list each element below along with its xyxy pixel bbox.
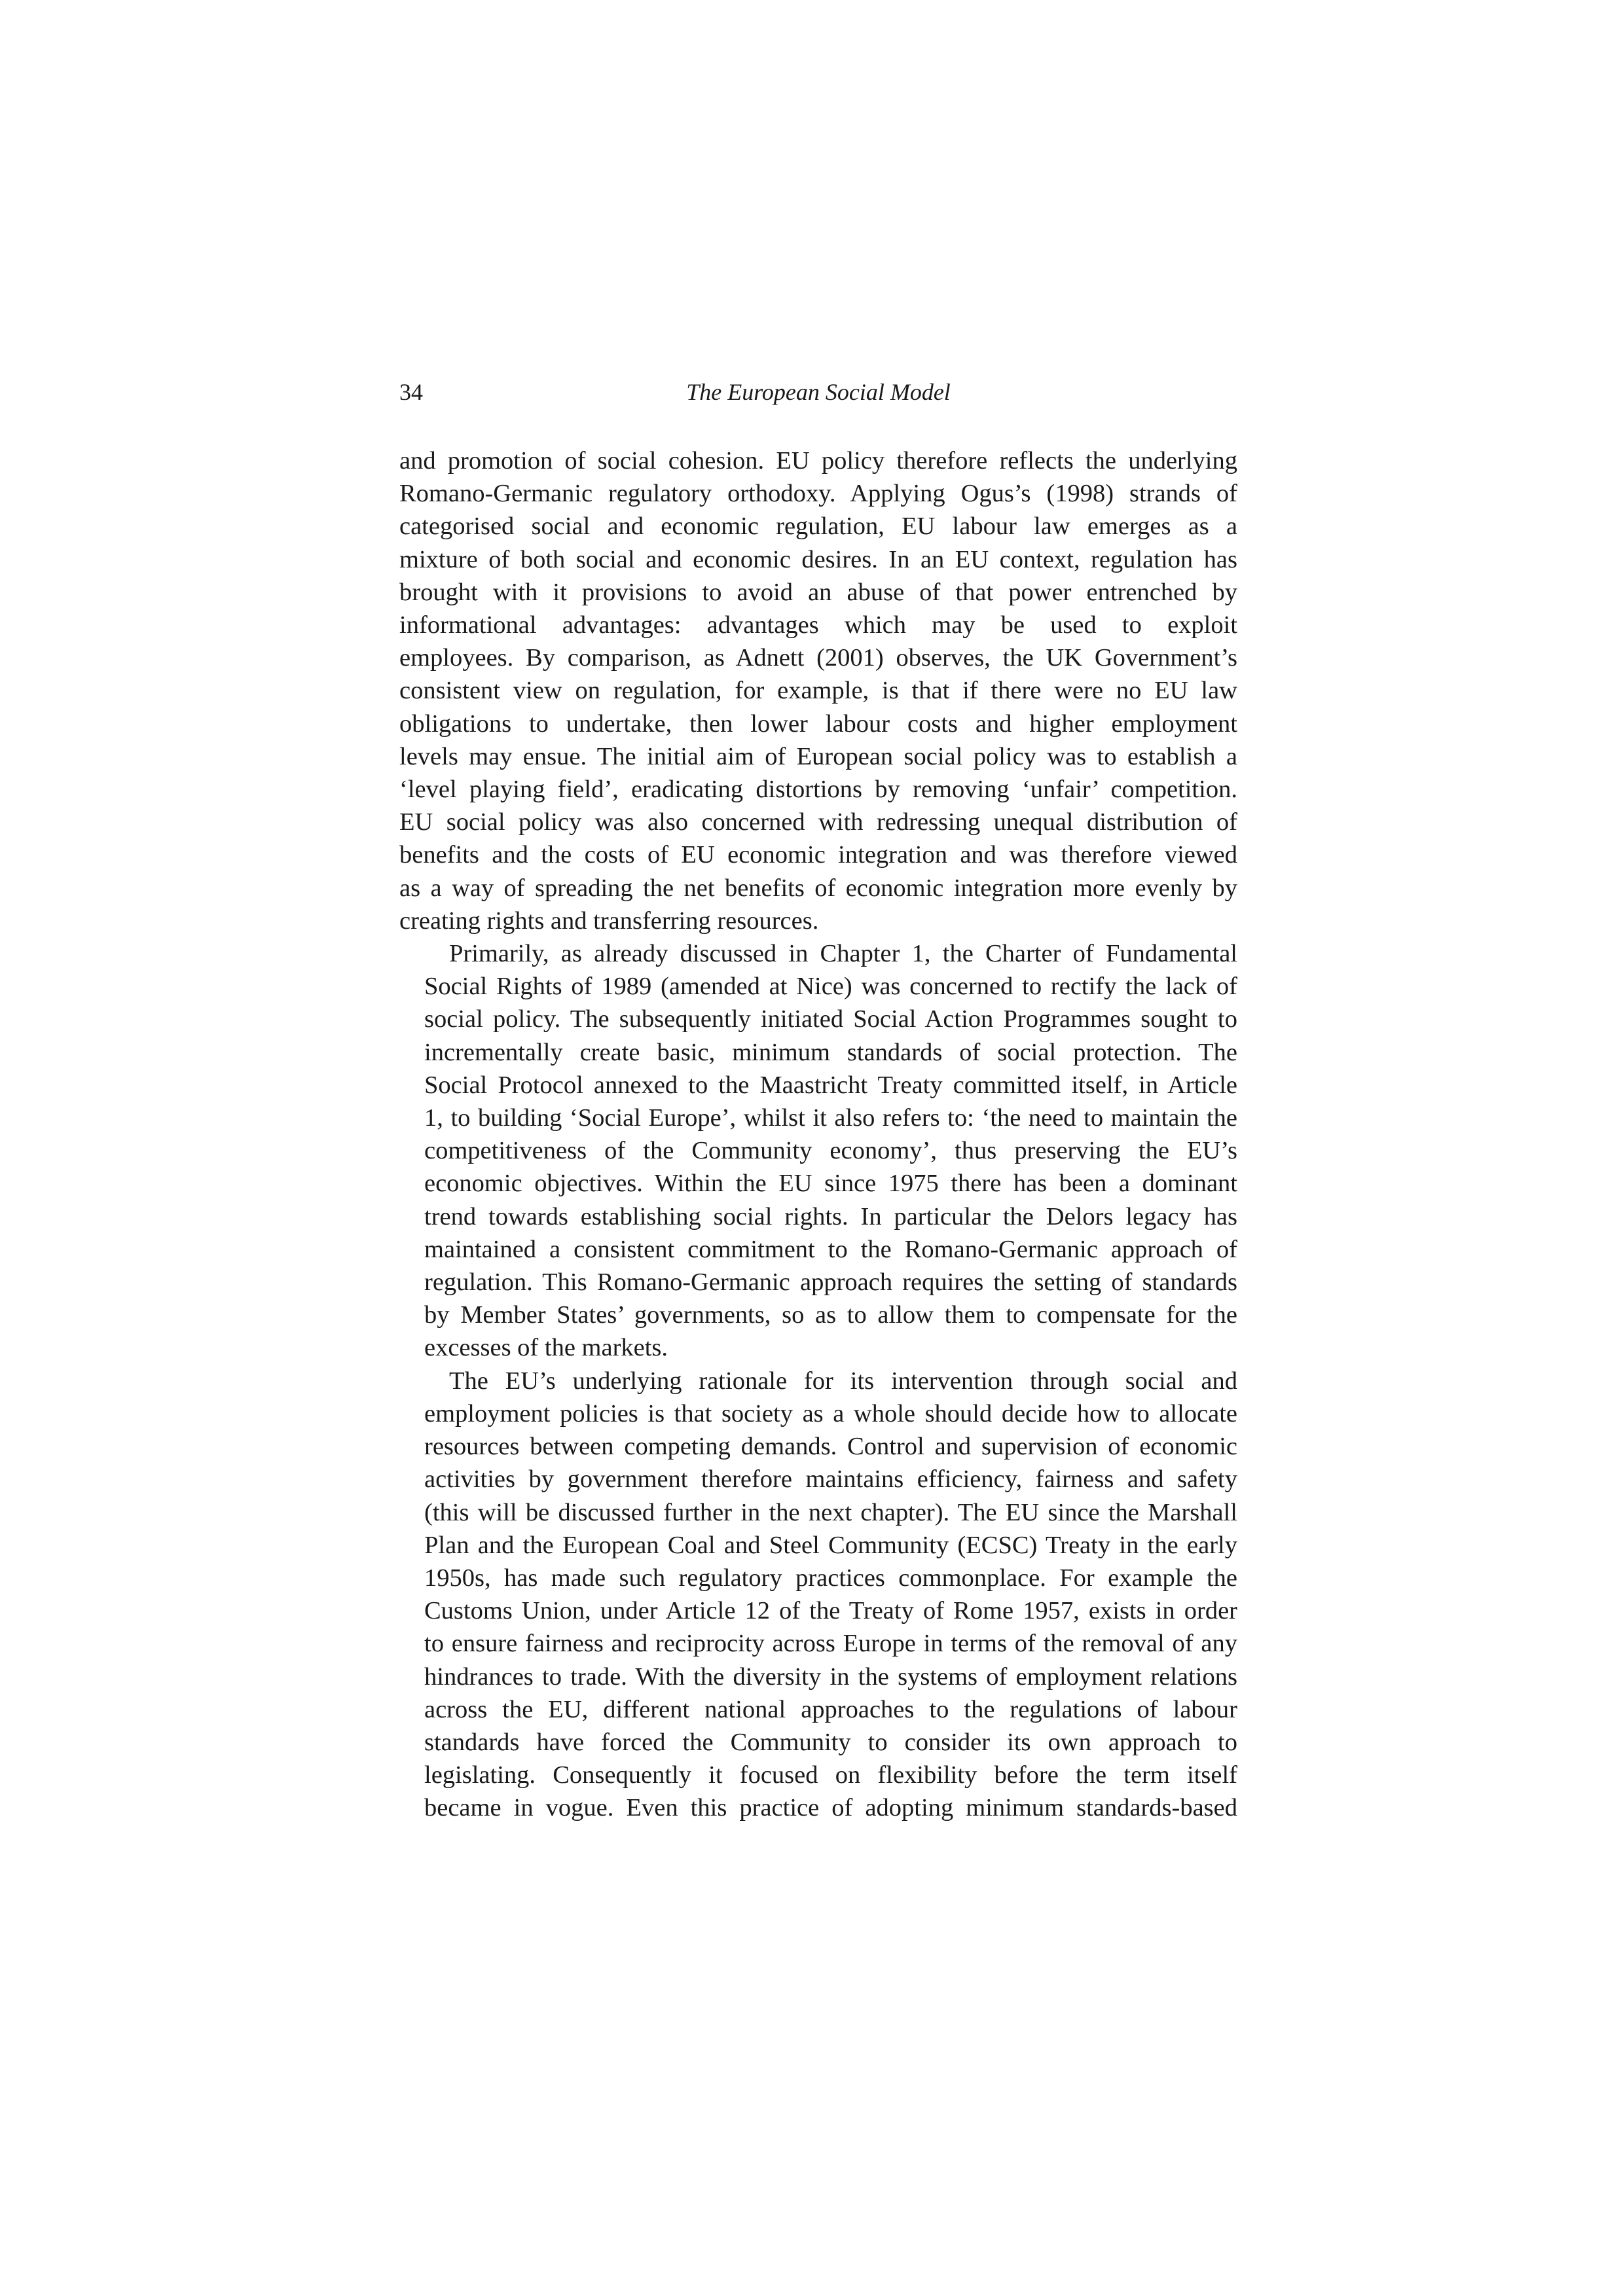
text-line: to ensure fairness and reciprocity across Europe in terms of the removal of any: [424, 1630, 1237, 1658]
text-line: Romano-Germanic regulatory orthodoxy. Applying Ogus’s (1998) strands of: [399, 480, 1237, 508]
text-line: resources between competing demands. Control and supervision of economic: [424, 1433, 1237, 1461]
text-line: obligations to undertake, then lower labour costs and higher employment: [399, 709, 1237, 738]
paragraph-1: [399, 444, 1237, 937]
text-line: and promotion of social cohesion. EU policy therefore reflects the underlying: [399, 447, 1237, 475]
text-line: Customs Union, under Article 12 of the Treaty of Rome 1957, exists in order: [424, 1597, 1237, 1625]
text-line: excesses of the markets.: [424, 1334, 668, 1362]
text-line: as a way of spreading the net benefits of economic integration more evenly by: [399, 874, 1237, 902]
body-text: [399, 444, 1237, 1825]
text-line: incrementally create basic, minimum standards of social protection. The: [424, 1038, 1237, 1066]
text-line: informational advantages: advantages which may be used to exploit: [399, 611, 1237, 639]
running-title: The European Social Model: [686, 379, 951, 405]
paragraph-3: [399, 1365, 1237, 1825]
text-line: ‘level playing field’, eradicating distortions by removing ‘unfair’ competition.: [399, 776, 1237, 804]
text-line: economic objectives. Within the EU since 1975 there has been a dominant: [424, 1170, 1237, 1198]
text-line: consistent view on regulation, for example, is that if there were no EU law: [399, 677, 1237, 705]
text-line: standards have forced the Community to consider its own approach to: [424, 1728, 1237, 1756]
text-line: (this will be discussed further in the next chapter). The EU since the Marshall: [424, 1498, 1237, 1526]
text-line: The EU’s underlying rationale for its intervention through social and: [449, 1367, 1237, 1395]
text-line: Social Protocol annexed to the Maastricht Treaty committed itself, in Article: [424, 1071, 1237, 1099]
text-line: Social Rights of 1989 (amended at Nice) was concerned to rectify the lack of: [424, 973, 1237, 1001]
text-line: trend towards establishing social rights. In particular the Delors legacy has: [424, 1202, 1237, 1230]
text-line: creating rights and transferring resources.: [399, 906, 819, 935]
text-line: categorised social and economic regulation, EU labour law emerges as a: [399, 512, 1237, 541]
text-line: employment policies is that society as a whole should decide how to allocate: [424, 1399, 1237, 1427]
text-line: benefits and the costs of EU economic integration and was therefore viewed: [399, 841, 1237, 869]
running-head: [399, 376, 1237, 415]
text-line: EU social policy was also concerned with redressing unequal distribution of: [399, 808, 1237, 836]
text-line: competitiveness of the Community economy’, thus preserving the EU’s: [424, 1137, 1237, 1165]
text-line: hindrances to trade. With the diversity in the systems of employment relations: [424, 1662, 1237, 1691]
text-line: brought with it provisions to avoid an abuse of that power entrenched by: [399, 578, 1237, 606]
text-line: became in vogue. Even this practice of adopting minimum standards-based: [424, 1794, 1237, 1822]
text-line: social policy. The subsequently initiated Social Action Programmes sought to: [424, 1005, 1237, 1033]
text-line: levels may ensue. The initial aim of European social policy was to establish a: [399, 742, 1237, 770]
text-line: 1950s, has made such regulatory practices commonplace. For example the: [424, 1564, 1237, 1592]
text-line: mixture of both social and economic desires. In an EU context, regulation has: [399, 545, 1237, 573]
text-line: employees. By comparison, as Adnett (2001) observes, the UK Government’s: [399, 644, 1237, 672]
text-line: across the EU, different national approaches to the regulations of labour: [424, 1695, 1237, 1723]
text-line: maintained a consistent commitment to the Romano-Germanic approach of: [424, 1235, 1237, 1263]
paragraph-2: [399, 937, 1237, 1365]
text-line: 1, to building ‘Social Europe’, whilst it also refers to: ‘the need to maintain the: [424, 1104, 1237, 1132]
text-line: by Member States’ governments, so as to allow them to compensate for the: [424, 1301, 1237, 1329]
text-line: activities by government therefore maintains efficiency, fairness and safety: [424, 1465, 1237, 1494]
page-number: 34: [399, 379, 423, 405]
text-line: regulation. This Romano-Germanic approach requires the setting of standards: [424, 1268, 1237, 1297]
text-line: Primarily, as already discussed in Chapter 1, the Charter of Fundamental: [449, 940, 1237, 968]
text-line: Plan and the European Coal and Steel Community (ECSC) Treaty in the early: [424, 1531, 1237, 1559]
text-line: legislating. Consequently it focused on flexibility before the term itself: [424, 1761, 1237, 1789]
